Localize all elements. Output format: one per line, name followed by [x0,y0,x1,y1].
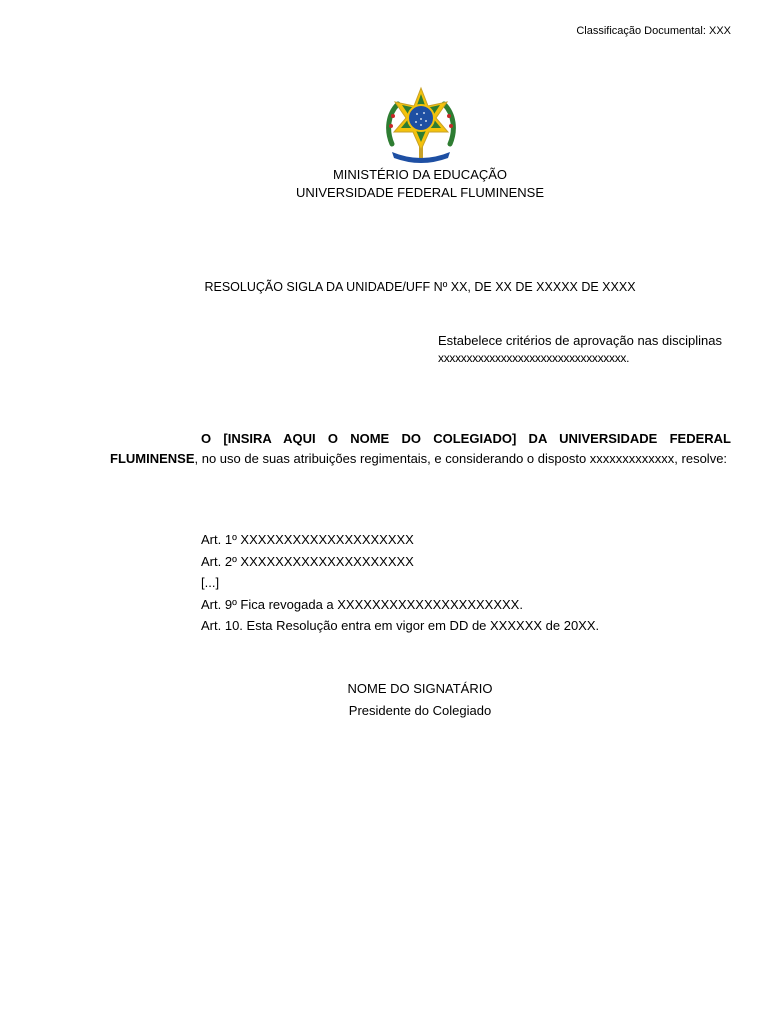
document-classification: Classificação Documental: XXX [576,25,731,37]
article-item: Art. 2º XXXXXXXXXXXXXXXXXXXX [201,553,414,569]
preamble-paragraph [110,429,731,468]
signatory-role: Presidente do Colegiado [348,703,492,718]
collegiate-name: O [INSIRA AQUI O NOME DO COLEGIADO] DA UNIVERSIDADE FEDERAL FLUMINENSE [110,431,731,466]
brazil-coat-of-arms-icon [382,86,460,166]
resolution-title: RESOLUÇÃO SIGLA DA UNIDADE/UFF Nº XX, DE XX DE XXXXX DE XXXX [204,280,636,294]
article-item: Art. 9º Fica revogada a XXXXXXXXXXXXXXXXXXXXX. [201,596,523,612]
ementa-text: Estabelece critérios de aprovação nas disciplinas [438,333,722,348]
article-item: Art. 1º XXXXXXXXXXXXXXXXXXXX [201,532,414,547]
articles-list [201,529,731,637]
ementa [438,332,731,367]
signatory-name: NOME DO SIGNATÁRIO [347,681,493,696]
article-item: [...] [201,575,220,590]
ministry-name: MINISTÉRIO DA EDUCAÇÃO [332,167,508,182]
ementa-placeholder: xxxxxxxxxxxxxxxxxxxxxxxxxxxxxxxxx. [438,350,630,365]
document-header [110,166,730,202]
preamble-text: , no uso de suas atribuições regimentais, e considerando o disposto xxxxxxxxxxxxx, resolve: [194,450,728,466]
signature-block [110,678,730,722]
article-item: Art. 10. Esta Resolução entra em vigor em DD de XXXXXX de 20XX. [201,618,600,633]
university-name: UNIVERSIDADE FEDERAL FLUMINENSE [295,185,544,200]
